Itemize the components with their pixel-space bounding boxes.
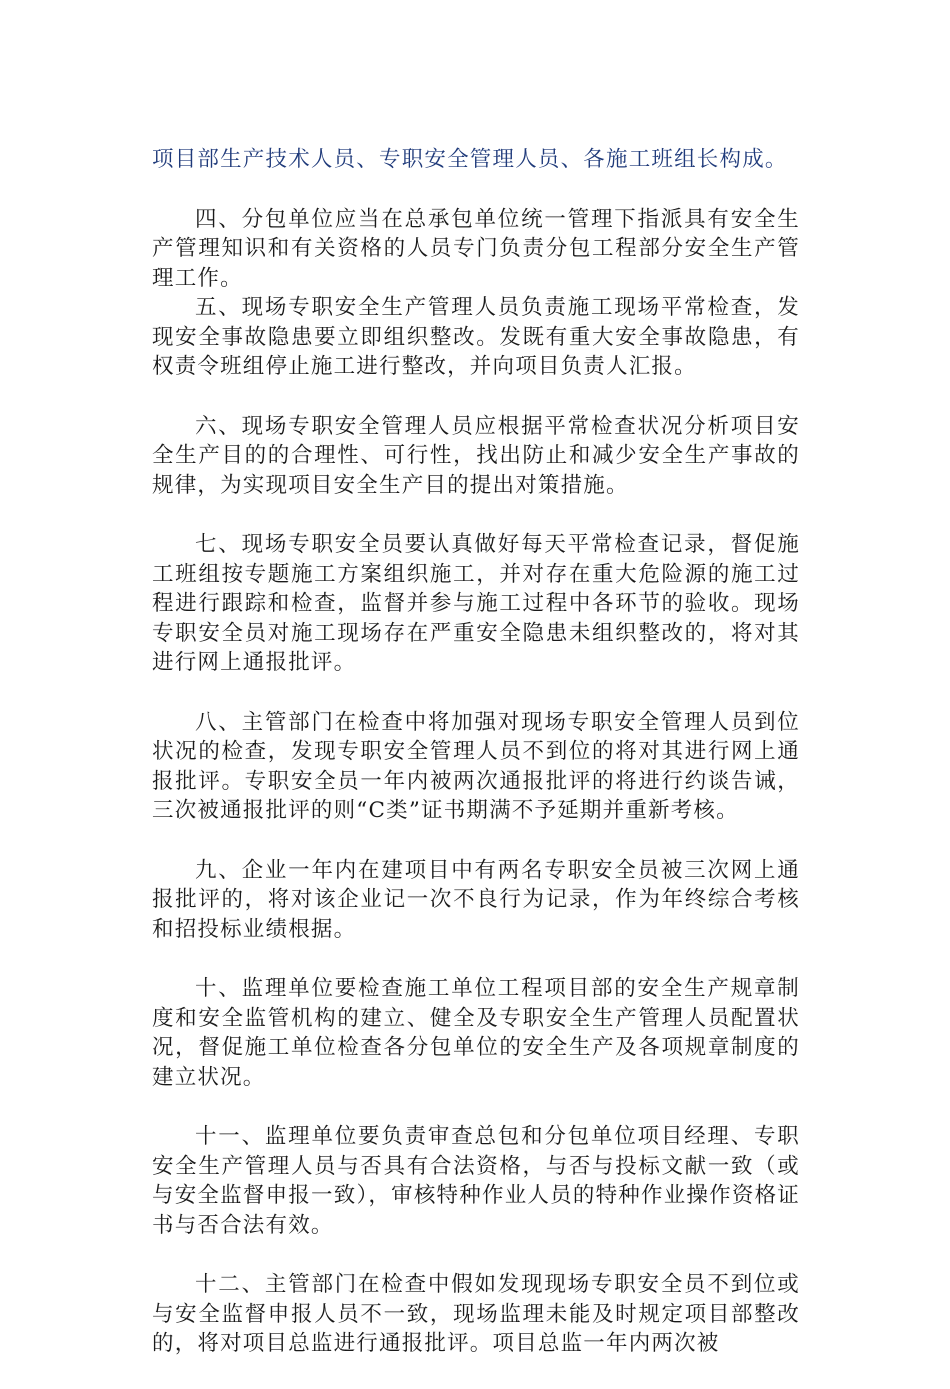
- paragraph-item-4: 四、分包单位应当在总承包单位统一管理下指派具有安全生产管理知识和有关资格的人员专门负责分包工程部分安全生产管理工作。: [152, 206, 800, 291]
- document-page: [152, 145, 800, 1389]
- paragraph-item-10: 十、监理单位要检查施工单位工程项目部的安全生产规章制度和安全监管机构的建立、健全及专职安全生产管理人员配置状况，督促施工单位检查各分包单位的安全生产及各项规章制度的建立状况。: [152, 976, 800, 1090]
- paragraph-item-12: 十二、主管部门在检查中假如发现现场专职安全员不到位或与安全监督申报人员不一致，现场监理未能及时规定项目部整改的，将对项目总监进行通报批评。项目总监一年内两次被: [152, 1272, 800, 1356]
- paragraph-item-8: 八、主管部门在检查中将加强对现场专职安全管理人员到位状况的检查，发现专职安全管理人员不到位的将对其进行网上通报批评。专职安全员一年内被两次通报批评的将进行约谈告诫，三次被通报批评的则“C类”证书期满不予延期并重新考核。: [152, 709, 800, 823]
- paragraph-item-6: 六、现场专职安全管理人员应根据平常检查状况分析项目安全生产目的的合理性、可行性，找出防止和减少安全生产事故的规律，为实现项目安全生产目的提出对策措施。: [152, 413, 800, 498]
- paragraph-continuation: 项目部生产技术人员、专职安全管理人员、各施工班组长构成。: [152, 147, 788, 172]
- paragraph-item-11: 十一、监理单位要负责审查总包和分包单位项目经理、专职安全生产管理人员与否具有合法资格，与否与投标文献一致（或与安全监督申报一致），审核特种作业人员的特种作业操作资格证书与否合法有效。: [152, 1124, 800, 1238]
- paragraph-item-7: 七、现场专职安全员要认真做好每天平常检查记录，督促施工班组按专题施工方案组织施工，并对存在重大危险源的施工过程进行跟踪和检查，监督并参与施工过程中各环节的验收。现场专职安全员对施工现场存在严重安全隐患未组织整改的，将对其进行网上通报批评。: [152, 532, 800, 675]
- paragraph-item-9: 九、企业一年内在建项目中有两名专职安全员被三次网上通报批评的，将对该企业记一次不良行为记录，作为年终综合考核和招投标业绩根据。: [152, 857, 800, 942]
- paragraph-item-5: 五、现场专职安全生产管理人员负责施工现场平常检查，发现安全事故隐患要立即组织整改。发既有重大安全事故隐患，有权责令班组停止施工进行整改，并向项目负责人汇报。: [152, 295, 800, 379]
